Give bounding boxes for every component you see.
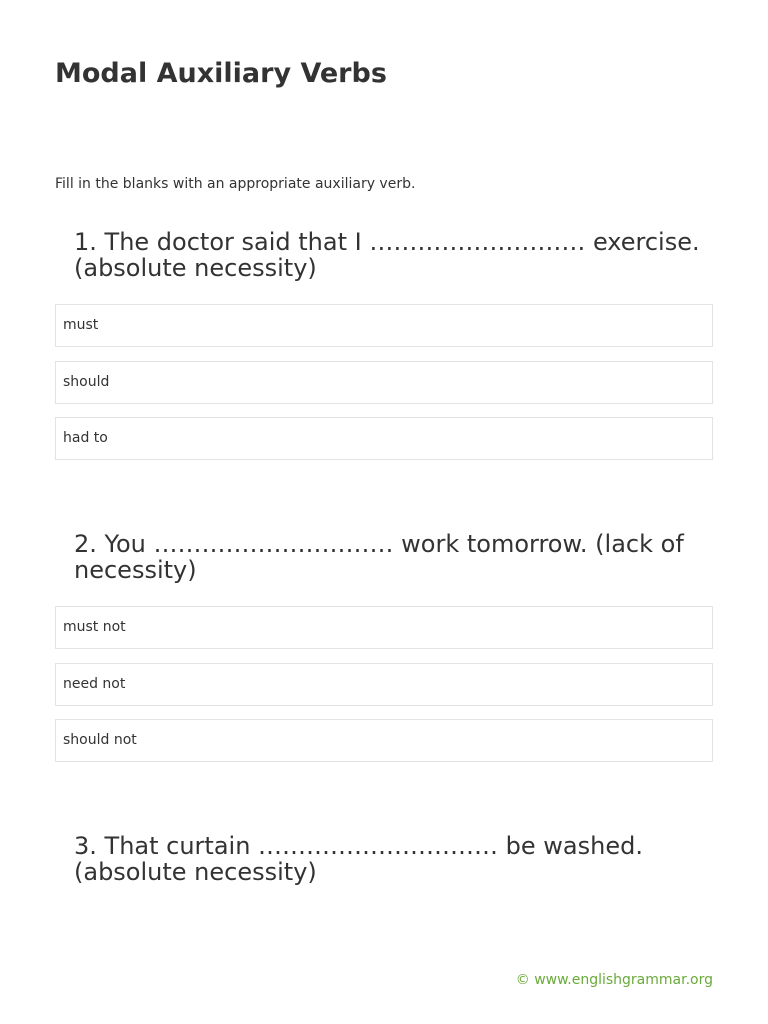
question-1-text: 1. The doctor said that I ……………………… exercise. (absolute necessity) [74, 228, 700, 282]
question-1-option-2[interactable]: should [55, 361, 713, 404]
question-1-option-3[interactable]: had to [55, 417, 713, 460]
question-2-option-3[interactable]: should not [55, 719, 713, 762]
question-2-option-1[interactable]: must not [55, 606, 713, 649]
page-title: Modal Auxiliary Verbs [55, 58, 387, 89]
copyright-link[interactable]: © www.englishgrammar.org [515, 972, 713, 988]
question-1-option-1[interactable]: must [55, 304, 713, 347]
question-2-option-2[interactable]: need not [55, 663, 713, 706]
instructions-text: Fill in the blanks with an appropriate auxiliary verb. [55, 176, 416, 192]
question-3-text: 3. That curtain ………………………… be washed. (absolute necessity) [74, 832, 643, 886]
question-2-text: 2. You ………………………… work tomorrow. (lack of necessity) [74, 530, 684, 584]
